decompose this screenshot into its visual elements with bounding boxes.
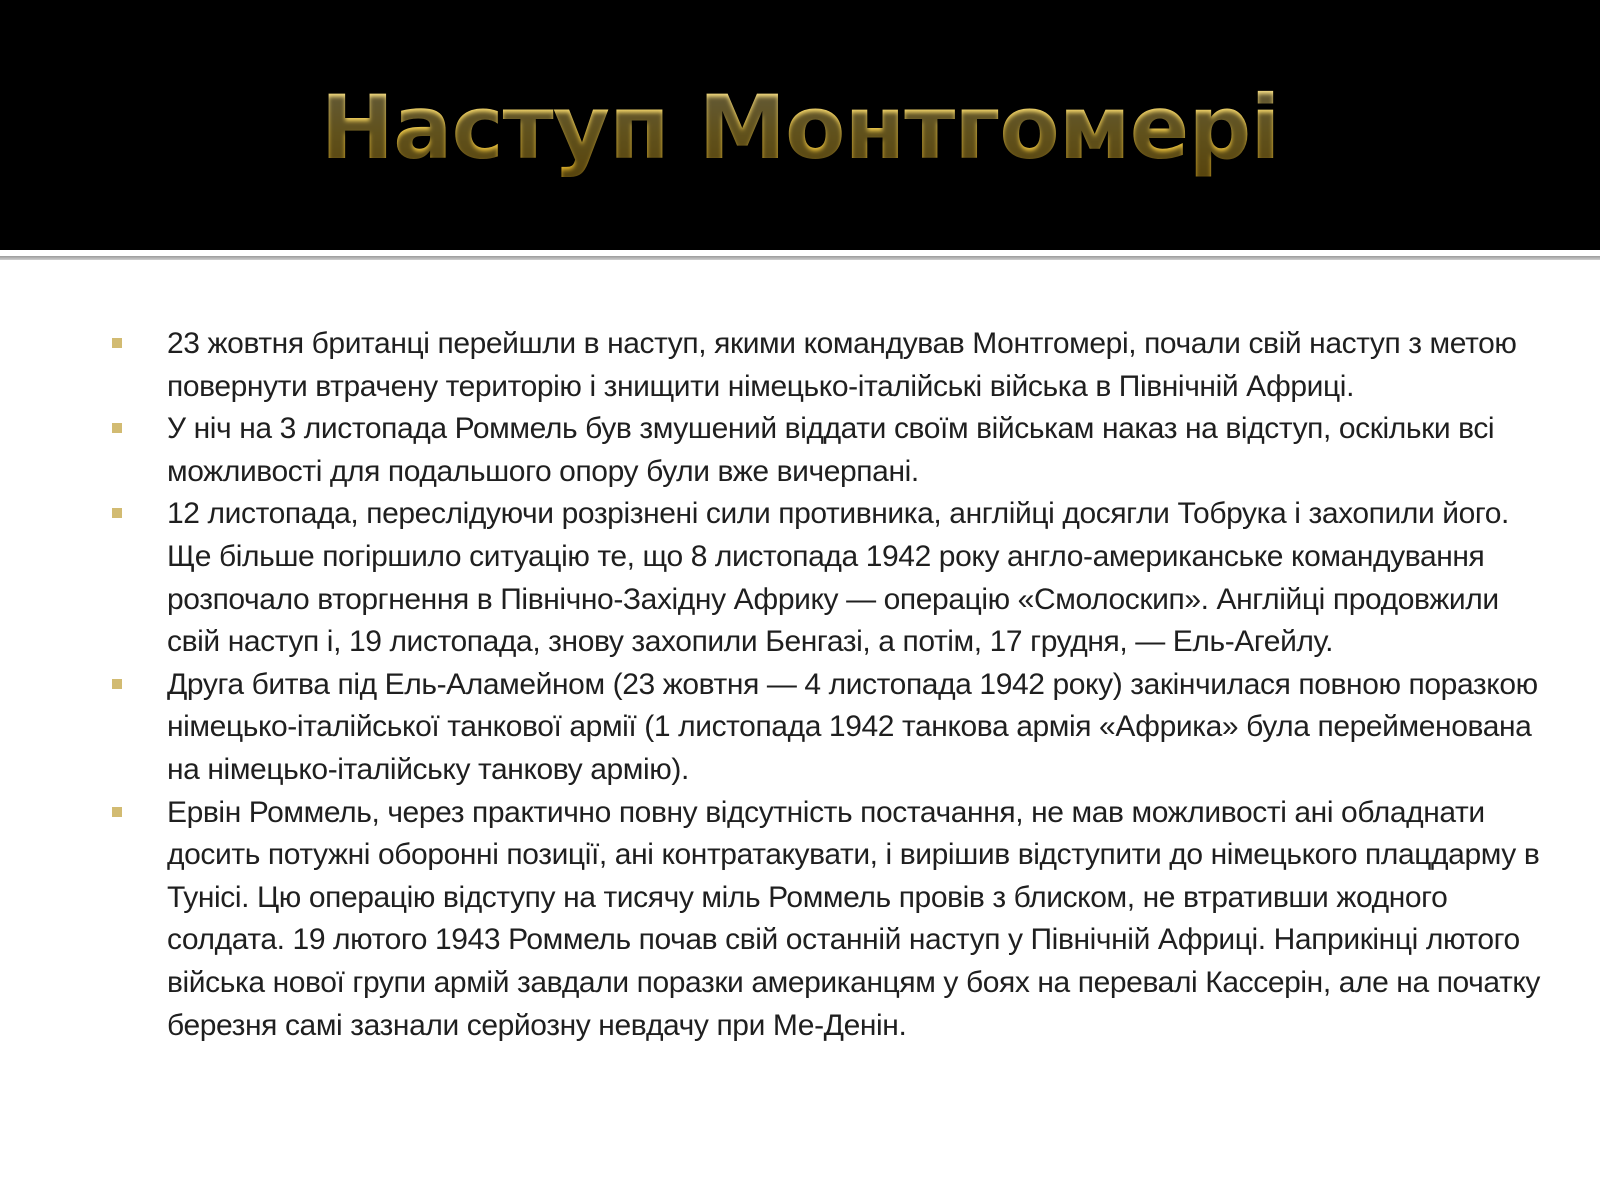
square-bullet-icon bbox=[112, 508, 122, 518]
bullet-text: Ервін Роммель, через практично повну відсутність постачання, не мав можливості ані обладнати досить потужні оборонні позиції, ані контратакувати, і вирішив відступити до німецького плацдарму в Тунісі. Цю операцію відступу на тисячу міль Роммель провів з блиском, не втративши жодного солдата. 19 лютого 1943 Роммель почав свій останній наступ у Північній Африці. Наприкінці лютого війська нової групи армій завдали поразки американцям у боях на перевалі Кассерін, але на початку березня самі зазнали серйозну невдачу при Ме-Денін. bbox=[167, 795, 1541, 1042]
slide-title: Наступ Монтгомері bbox=[0, 78, 1600, 178]
slide-content bbox=[112, 323, 1552, 1047]
header-divider-grey bbox=[0, 256, 1600, 260]
bullet-item bbox=[112, 664, 1552, 792]
bullet-item bbox=[112, 323, 1552, 408]
square-bullet-icon bbox=[112, 423, 122, 433]
bullet-item bbox=[112, 792, 1552, 1048]
bullet-text: 12 листопада, переслідуючи розрізнені сили противника, англійці досягли Тобрука і захопили його. Ще більше погіршило ситуацію те, що 8 листопада 1942 року англо-американське командування розпочало вторгнення в Північно-Західну Африку — операцію «Смолоскип». Англійці продовжили свій наступ і, 19 листопада, знову захопили Бенгазі, а потім, 17 грудня, — Ель-Агейлу. bbox=[167, 497, 1509, 659]
bullet-list bbox=[112, 323, 1552, 1047]
square-bullet-icon bbox=[112, 807, 122, 817]
slide-header bbox=[0, 0, 1600, 250]
bullet-item bbox=[112, 493, 1552, 663]
bullet-text: 23 жовтня британці перейшли в наступ, якими командував Монтгомері, почали свій наступ з метою повернути втрачену територію і знищити німецько-італійські війська в Північній Африці. bbox=[167, 327, 1517, 403]
bullet-item bbox=[112, 408, 1552, 493]
bullet-text: Друга битва під Ель-Аламейном (23 жовтня — 4 листопада 1942 року) закінчилася повною поразкою німецько-італійської танкової армії (1 листопада 1942 танкова армія «Африка» була перейменована на німецько-італійську танкову армію). bbox=[167, 667, 1538, 786]
square-bullet-icon bbox=[112, 338, 122, 348]
bullet-text: У ніч на 3 листопада Роммель був змушений віддати своїм військам наказ на відступ, оскільки всі можливості для подальшого опору були вже вичерпані. bbox=[167, 412, 1495, 488]
square-bullet-icon bbox=[112, 679, 122, 689]
